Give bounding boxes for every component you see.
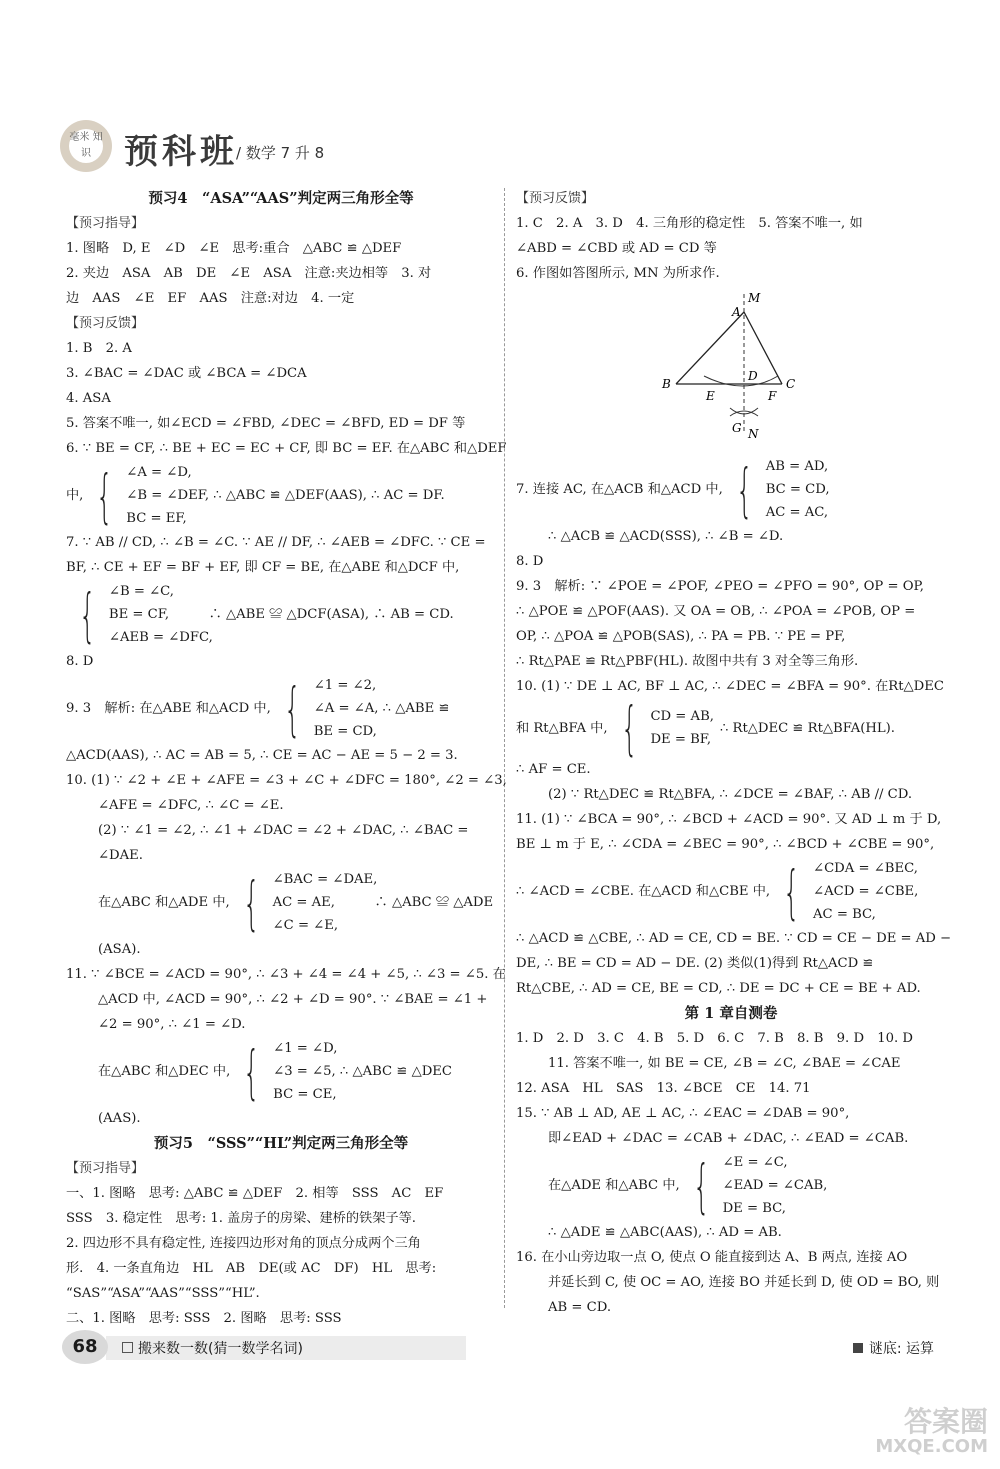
answer-line: 2. 四边形不具有稳定性, 连接四边形对角的顶点分成两个三角 [66,1236,421,1251]
answer-line: 6. ∵ BE = CF, ∴ BE + EC = EC + CF, 即 BC = EF. 在△ABC 和△DEF [66,441,507,456]
system-suffix: ∴ Rt△DEC ≌ Rt△BFA(HL). [719,720,895,736]
equation-system [516,694,946,762]
system-line: DE = BF, [650,732,712,747]
label-n: N [748,427,759,441]
label-b: B [662,377,671,391]
system-prefix: 在△ABC 和△DEC 中, [98,1064,231,1079]
system-lines [109,580,454,649]
equation-system [66,1037,496,1106]
label-f: F [768,389,777,403]
answer-line: ∴ △ACD ≌ △CBE, ∴ AD = CE, CD = BE. ∵ CD = CE − DE = AD − [516,931,952,946]
answer-line: 1. B 2. A [66,341,132,356]
answer-line: AB = CD. [548,1300,612,1315]
system-line: ∠C = ∠E, [272,918,339,933]
answer-line: 二、1. 图略 思考: SSS 2. 图略 思考: SSS [66,1311,342,1326]
brand-title: 预科班 [124,132,238,172]
brand-logo [60,120,112,172]
answer-line: 10. (1) ∵ DE ⊥ AC, BF ⊥ AC, ∴ ∠DEC = ∠BFA = 90°. 在Rt△DEC [516,679,944,694]
brace-icon: { [96,461,114,530]
equation-system [516,857,946,926]
system-prefix: 7. 连接 AC, 在△ACB 和△ACD 中, [516,482,723,497]
answer-line: 6. 作图如答图所示, MN 为所求作. [516,266,720,281]
label-e: E [706,389,715,403]
brace-icon: { [692,1151,710,1220]
system-lines [766,455,830,524]
answer-line: 11. (1) ∵ ∠BCA = 90°, ∴ ∠BCD + ∠ACD = 90°. 又 AD ⊥ m 于 D, [516,812,942,827]
answer-line: 即∠EAD + ∠DAC = ∠CAB + ∠DAC, ∴ ∠EAD = ∠CAB. [548,1131,909,1146]
answer-line: 11. ∵ ∠BCE = ∠ACD = 90°, ∴ ∠3 + ∠4 = ∠4 + ∠5, ∴ ∠3 = ∠5. 在 [66,967,506,982]
system-lines [314,674,450,743]
brace-icon: { [243,1037,261,1106]
answer-line: 2. 夹边 ASA AB DE ∠E ASA 注意:夹边相等 3. 对 [66,266,432,281]
watermark-url: MXQE.COM [875,1436,988,1457]
brace-icon: { [283,674,301,743]
answer-line: (AAS). [98,1111,141,1126]
answer-line: SSS 3. 稳定性 思考: 1. 盖房子的房梁、建桥的铁架子等. [66,1211,416,1226]
system-lines [723,1151,828,1220]
page-footer [62,1326,946,1368]
answer-line: 12. ASA HL SAS 13. ∠BCE CE 14. 71 [516,1081,811,1096]
section-title-4: 预习4 “ASA”“AAS”判定两三角形全等 [148,190,414,207]
answer-line: △ACD 中, ∠ACD = 90°, ∴ ∠2 + ∠D = 90°. ∵ ∠BAE = ∠1 + [98,992,488,1007]
system-lines [813,857,918,926]
system-line: ∠B = ∠DEF, ∴ △ABC ≌ △DEF(AAS), ∴ AC = DF. [126,488,445,503]
label-g: G [732,421,742,435]
system-line: ∠ACD = ∠CBE, [813,884,919,899]
guide-tag: 【预习指导】 [66,216,145,231]
answer-line: 一、1. 图略 思考: △ABC ≌ △DEF 2. 相等 SSS AC EF [66,1186,444,1201]
system-line: ∠E = ∠C, [722,1155,788,1170]
logo-text: 毫米 知识 [69,129,103,163]
page-number: 68 [62,1330,108,1364]
equation-system [66,461,496,530]
system-line: ∠3 = ∠5, ∴ △ABC ≌ △DEC [273,1064,453,1079]
system-line: ∠EAD = ∠CAB, [722,1178,828,1193]
feedback-tag: 【预习反馈】 [516,191,595,206]
system-lines [273,868,493,937]
system-line: DE = BC, [722,1201,786,1216]
answer-line: 7. ∵ AB // CD, ∴ ∠B = ∠C. ∵ AE // DF, ∴ ∠AEB = ∠DFC. ∵ CE = [66,535,486,550]
label-m: M [748,292,761,305]
label-c: C [786,377,796,391]
system-prefix: 和 Rt△BFA 中, [516,720,608,736]
answer-line: 15. ∵ AB ⊥ AD, AE ⊥ AC, ∴ ∠EAC = ∠DAB = 90°, [516,1106,850,1121]
answer-line: 9. 3 解析: ∵ ∠POE = ∠POF, ∠PEO = ∠PFO = 90°, OP = OP, [516,579,924,594]
answer-line: ∠2 = 90°, ∴ ∠1 = ∠D. [98,1017,246,1032]
brace-icon: { [79,580,96,649]
answer-line: 形. 4. 一条直角边 HL AB DE(或 AC DF) HL 思考: [66,1261,437,1276]
answer-line: ∴ AF = CE. [516,762,591,777]
answer-line: 5. 答案不唯一, 如∠ECD = ∠FBD, ∠DEC = ∠BFD, ED = DF 等 [66,416,466,431]
riddle-answer-label: 谜底: 运算 [868,1341,934,1357]
answer-line: 3. ∠BAC = ∠DAC 或 ∠BCA = ∠DCA [66,366,307,381]
system-prefix: ∴ ∠ACD = ∠CBE. 在△ACD 和△CBE 中, [516,884,771,899]
answer-line: BE ⊥ m 于 E, ∴ ∠CDA = ∠BEC = 90°, ∴ ∠BCD + ∠CBE = 90°, [516,837,935,852]
system-line: BE = CD, [313,724,377,739]
answer-line: DE, ∴ BE = CD = AD − DE. (2) 类似(1)得到 Rt△ACD ≌ [516,956,874,971]
answer-line: “SAS”“ASA”“AAS”“SSS”“HL”. [66,1286,260,1301]
right-column [516,186,952,1320]
answer-line: 8. D [66,654,94,669]
system-line: ∠1 = ∠D, [273,1041,338,1056]
answer-line: ∠DAE. [98,848,143,863]
checkbox-icon [122,1342,133,1353]
feedback-tag: 【预习反馈】 [66,316,145,331]
answer-line: 1. D 2. D 3. C 4. B 5. D 6. C 7. B 8. B 9. D 10. D [516,1031,913,1046]
subject-label: / 数学 7 升 8 [236,144,325,162]
equation-system [516,1151,946,1220]
system-line: BE = CF, ∴ △ABE ≌ △DCF(ASA), ∴ AB = CD. [108,607,454,622]
system-line: AC = AC, [765,505,829,520]
label-a: A [732,305,741,319]
answer-line: 边 AAS ∠E EF AAS 注意:对边 4. 一定 [66,291,355,306]
system-lines [650,705,714,751]
left-column [66,186,507,1331]
brace-icon: { [242,868,260,937]
equation-system [66,868,496,937]
answer-line: (2) ∵ ∠1 = ∠2, ∴ ∠1 + ∠DAC = ∠2 + ∠DAC, ∴ ∠BAC = [98,823,469,838]
column-divider [504,188,505,1308]
answer-line: 1. C 2. A 3. D 4. 三角形的稳定性 5. 答案不唯一, 如 [516,216,863,231]
answer-line: ∴ △ACB ≌ △ACD(SSS), ∴ ∠B = ∠D. [548,529,784,544]
system-prefix: 在△ABC 和△ADE 中, [98,895,230,910]
system-line: ∠AEB = ∠DFC, [108,630,213,645]
answer-line: (2) ∵ Rt△DEC ≌ Rt△BFA, ∴ ∠DCE = ∠BAF, ∴ AB // CD. [548,787,913,802]
page-header [60,118,960,178]
brace-icon: { [783,857,800,926]
riddle-answer [853,1338,934,1358]
system-prefix: 在△ADE 和△ABC 中, [548,1178,680,1193]
answer-line: ∠AFE = ∠DFC, ∴ ∠C = ∠E. [98,798,284,813]
answer-line: ∴ △ADE ≌ △ABC(AAS), ∴ AD = AB. [548,1225,782,1240]
system-line: AC = BC, [813,907,876,922]
section-title-5: 预习5 “SSS”“HL”判定两三角形全等 [153,1135,409,1152]
answer-line: △ACD(AAS), ∴ AC = AB = 5, ∴ CE = AC − AE = 5 − 2 = 3. [66,748,458,763]
riddle-text [122,1338,303,1358]
answer-line: 并延长到 C, 使 OC = AO, 连接 BO 并延长到 D, 使 OD = BO, 则 [548,1275,940,1290]
system-line: BC = CD, [765,482,830,497]
system-line: ∠CDA = ∠BEC, [813,861,918,876]
answer-line: 4. ASA [66,391,111,406]
system-line: BC = CE, [273,1087,337,1102]
guide-tag: 【预习指导】 [66,1161,145,1176]
equation-system [516,455,946,524]
system-lines [126,461,444,530]
system-line: ∠1 = ∠2, [313,678,377,693]
system-line: AC = AE, ∴ △ABC ≌ △ADE [272,895,494,910]
riddle-label: 搬来数一数(猜一数学名词) [138,1341,303,1357]
label-d: D [748,369,758,383]
answer-line: 16. 在小山旁边取一点 O, 使点 O 能直接到达 A、B 两点, 连接 AO [516,1250,908,1265]
system-line: CD = AB, [650,709,714,724]
answer-line: ∠ABD = ∠CBD 或 AD = CD 等 [516,241,717,256]
answer-line: 11. 答案不唯一, 如 BE = CE, ∠B = ∠C, ∠BAE = ∠CAE [548,1056,901,1071]
system-line: ∠B = ∠C, [108,584,174,599]
equation-system [66,580,496,649]
test-title: 第 1 章自测卷 [684,1005,778,1022]
system-line: ∠BAC = ∠DAE, [272,872,378,887]
system-prefix: 中, [66,488,84,503]
answer-line: BF, ∴ CE + EF = BF + EF, 即 CF = BE, 在△ABE 和△DCF 中, [66,560,460,575]
answer-line: 8. D [516,554,544,569]
watermark-logo: 答案圈 [903,1405,988,1438]
brace-icon: { [735,455,753,524]
system-lines [273,1037,452,1106]
system-line: ∠A = ∠D, [126,465,192,480]
answer-line: 1. 图略 D, E ∠D ∠E 思考:重合 △ABC ≌ △DEF [66,241,402,256]
answer-line: ∴ △POE ≌ △POF(AAS). 又 OA = OB, ∴ ∠POA = ∠POB, OP = [516,604,916,619]
system-line: ∠A = ∠A, ∴ △ABE ≌ [313,701,450,716]
equation-system [66,674,496,743]
system-prefix: 9. 3 解析: 在△ABE 和△ACD 中, [66,701,271,716]
answer-line: 10. (1) ∵ ∠2 + ∠E + ∠AFE = ∠3 + ∠C + ∠DFC = 180°, ∠2 = ∠3, [66,773,507,788]
segment-ab [676,312,744,384]
system-line: BC = EF, [126,511,187,526]
answer-line: Rt△CBE, ∴ AD = CE, BE = CD, ∴ DE = DC + CE = BE + AD. [516,981,921,996]
square-icon [853,1343,863,1353]
answer-line: OP, ∴ △POA ≌ △POB(SAS), ∴ PA = PB. ∵ PE = PF, [516,629,846,644]
construction-figure [656,292,826,442]
brace-icon: { [620,694,638,762]
system-line: AB = AD, [765,459,829,474]
answer-line: (ASA). [98,942,141,957]
answer-line: ∴ Rt△PAE ≌ Rt△PBF(HL). 故图中共有 3 对全等三角形. [516,654,859,669]
